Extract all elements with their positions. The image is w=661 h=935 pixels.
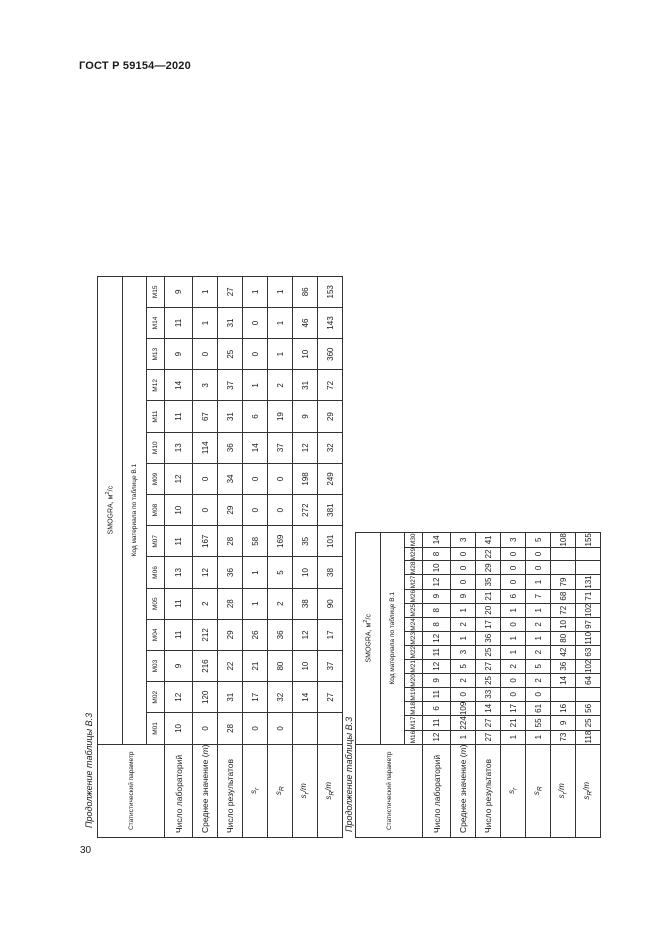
table1-cell: 11 <box>165 307 193 338</box>
table1-cell: 27 <box>218 276 243 307</box>
table1-cell: 11 <box>165 588 193 619</box>
table2-cell: 12 <box>423 659 451 674</box>
table1-code-m03: M03 <box>147 650 165 681</box>
table1-cell: 0 <box>193 339 218 370</box>
table2-cell: 27 <box>476 730 501 744</box>
table2-row-label: Число результатов <box>476 744 501 837</box>
table2-code-m18: M18 <box>405 701 423 716</box>
table2-cell: 131 <box>576 575 601 590</box>
table1-cell: 12 <box>293 619 318 650</box>
table2-cell: 25 <box>476 645 501 659</box>
table2-cell: 12 <box>423 631 451 645</box>
table1-cell: 1 <box>243 557 268 588</box>
document-header: ГОСТ Р 59154—2020 <box>79 60 191 72</box>
table-row <box>476 533 501 838</box>
table1-cell: 26 <box>243 619 268 650</box>
table1-cell: 0 <box>193 495 218 526</box>
table-row <box>423 533 451 838</box>
table1-code-m14: M14 <box>147 307 165 338</box>
table1-cell: 72 <box>318 370 343 401</box>
table1-cell: 22 <box>218 650 243 681</box>
table1-cell: 272 <box>293 495 318 526</box>
table1-cell: 31 <box>218 307 243 338</box>
table2-cell: 0 <box>501 618 526 632</box>
table1-unit-header: SMOGRA, $м^2/с$ <box>98 276 123 744</box>
table1-cell: 14 <box>243 432 268 463</box>
table1-cell: 31 <box>293 370 318 401</box>
table2-sub-header: Код материала по таблице В.1 <box>381 533 405 745</box>
table2-cell: 8 <box>423 618 451 632</box>
table1-cell: 36 <box>268 619 293 650</box>
table2-code-m25: M25 <box>405 603 423 618</box>
data-table-1 <box>97 276 343 838</box>
table2-cell: 1 <box>501 603 526 618</box>
table2-cell: 0 <box>451 575 476 590</box>
table2-cell: 79 <box>551 575 576 590</box>
table-row <box>165 276 193 837</box>
table2-row-label: $s_r$ <box>501 744 526 837</box>
table1-cell: 2 <box>193 588 218 619</box>
table2-cell: 0 <box>526 547 551 561</box>
table2-cell: 14 <box>476 701 501 716</box>
table1-cell <box>293 713 318 744</box>
table1-cell: 1 <box>268 307 293 338</box>
table1-cell <box>318 713 343 744</box>
table2-cell: 118 <box>576 730 601 744</box>
table2-cell: 1 <box>451 631 476 645</box>
table1-cell: 1 <box>193 276 218 307</box>
table1-cell: 27 <box>318 682 343 713</box>
table-row <box>501 533 526 838</box>
table1-cell: 12 <box>165 463 193 494</box>
table2-code-m20: M20 <box>405 674 423 688</box>
table1-cell: 153 <box>318 276 343 307</box>
table2-cell: 20 <box>476 603 501 618</box>
table1-cell: 10 <box>165 713 193 744</box>
table2-cell: 14 <box>551 674 576 688</box>
table2-cell <box>551 547 576 561</box>
table-row <box>193 276 218 837</box>
table2-cell: 2 <box>526 674 551 688</box>
table-row <box>551 533 576 838</box>
table2-cell: 109 <box>451 701 476 716</box>
table1-cell: 38 <box>293 588 318 619</box>
page-number: 30 <box>80 845 92 856</box>
table2-cell: 102 <box>576 659 601 674</box>
table1-cell: 28 <box>218 526 243 557</box>
table2-cell <box>576 687 601 701</box>
table1-cell: 3 <box>193 370 218 401</box>
table1-cell: 29 <box>218 495 243 526</box>
table2-cell: 1 <box>526 631 551 645</box>
table2-cell: 11 <box>423 716 451 731</box>
table2-cell: 21 <box>476 589 501 603</box>
table-row <box>318 276 343 837</box>
table2-code-m23: M23 <box>405 631 423 645</box>
table2-cell: 36 <box>551 659 576 674</box>
table1-cell: 35 <box>293 526 318 557</box>
table1-code-m08: M08 <box>147 495 165 526</box>
table1-cell: 120 <box>193 682 218 713</box>
table2-cell: 9 <box>423 674 451 688</box>
table1-code-m09: M09 <box>147 463 165 494</box>
table1-cell: 9 <box>165 276 193 307</box>
table-row <box>268 276 293 837</box>
table1-cell: 13 <box>165 432 193 463</box>
table1-cell: 0 <box>243 495 268 526</box>
table2-row-label: $s_R/m$ <box>576 744 601 837</box>
table1-cell: 0 <box>268 463 293 494</box>
table1-cell: 381 <box>318 495 343 526</box>
table2-cell <box>551 561 576 575</box>
table2-cell: 2 <box>501 659 526 674</box>
table2-cell: 27 <box>476 716 501 731</box>
table-2-wrapper <box>355 532 601 838</box>
table2-cell: 73 <box>551 730 576 744</box>
table2-code-m29: M29 <box>405 547 423 561</box>
table2-cell: 21 <box>501 716 526 731</box>
table1-cell: 9 <box>293 401 318 432</box>
table1-cell: 14 <box>165 370 193 401</box>
table2-cell: 12 <box>423 575 451 590</box>
table1-cell: 29 <box>218 619 243 650</box>
table1-cell: 0 <box>268 713 293 744</box>
table1-cell: 6 <box>243 401 268 432</box>
table2-stat-header: Статистический параметр <box>356 744 423 837</box>
table2-cell: 110 <box>576 631 601 645</box>
data-table-2 <box>355 532 601 838</box>
table2-cell: 29 <box>476 561 501 575</box>
table2-cell: 2 <box>526 645 551 659</box>
table1-cell: 14 <box>293 682 318 713</box>
table1-cell: 360 <box>318 339 343 370</box>
table2-cell: 41 <box>476 533 501 548</box>
table1-row-label: $s_r$ <box>243 744 268 837</box>
table1-cell: 10 <box>293 557 318 588</box>
table1-cell: 169 <box>268 526 293 557</box>
table1-cell: 36 <box>218 432 243 463</box>
table1-cell: 38 <box>318 557 343 588</box>
table1-cell: 29 <box>318 401 343 432</box>
table2-cell: 22 <box>476 547 501 561</box>
table2-cell <box>551 687 576 701</box>
table1-cell: 0 <box>193 463 218 494</box>
table2-cell <box>576 547 601 561</box>
table1-cell: 101 <box>318 526 343 557</box>
table-row <box>243 276 268 837</box>
table2-cell: 11 <box>423 687 451 701</box>
table1-cell: 1 <box>193 307 218 338</box>
table2-cell: 61 <box>526 701 551 716</box>
table1-cell: 2 <box>268 588 293 619</box>
table1-cell: 249 <box>318 463 343 494</box>
table1-row-label: $s_r/m$ <box>293 744 318 837</box>
table1-cell: 31 <box>218 401 243 432</box>
table2-cell: 0 <box>501 561 526 575</box>
table1-cell: 17 <box>318 619 343 650</box>
table1-cell: 5 <box>268 557 293 588</box>
table1-code-m02: M02 <box>147 682 165 713</box>
table2-cell: 1 <box>451 603 476 618</box>
table1-cell: 12 <box>293 432 318 463</box>
table2-cell: 6 <box>501 589 526 603</box>
table1-cell: 12 <box>165 682 193 713</box>
table1-cell: 1 <box>243 588 268 619</box>
table1-cell: 34 <box>218 463 243 494</box>
table1-cell: 0 <box>243 307 268 338</box>
table-row <box>526 533 551 838</box>
table2-code-m26: M26 <box>405 589 423 603</box>
table2-cell: 42 <box>551 645 576 659</box>
table2-cell: 80 <box>551 631 576 645</box>
table1-cell: 1 <box>243 370 268 401</box>
table1-cell: 11 <box>165 401 193 432</box>
table1-cell: 90 <box>318 588 343 619</box>
table1-cell: 86 <box>293 276 318 307</box>
table2-code-m27: M27 <box>405 575 423 590</box>
table2-cell: 1 <box>526 730 551 744</box>
table2-cell: 17 <box>476 618 501 632</box>
table2-cell: 5 <box>526 533 551 548</box>
table1-cell: 37 <box>318 650 343 681</box>
table1-stat-header: Статистический параметр <box>98 744 165 837</box>
table2-cell: 36 <box>476 631 501 645</box>
table1-cell: 0 <box>193 713 218 744</box>
table2-cell: 155 <box>576 533 601 548</box>
table-caption-1: Продолжение таблицы В.3 <box>84 712 94 828</box>
table1-cell: 37 <box>218 370 243 401</box>
table2-cell: 224 <box>451 716 476 731</box>
table2-cell: 108 <box>551 533 576 548</box>
table2-cell: 33 <box>476 687 501 701</box>
table1-code-m10: M10 <box>147 432 165 463</box>
table2-cell: 16 <box>551 701 576 716</box>
table2-cell: 1 <box>526 603 551 618</box>
table1-cell: 12 <box>193 557 218 588</box>
table1-cell: 143 <box>318 307 343 338</box>
table-row <box>218 276 243 837</box>
table2-cell: 17 <box>501 701 526 716</box>
table1-sub-header: Код материала по таблице В.1 <box>123 276 147 744</box>
table2-cell: 9 <box>423 589 451 603</box>
table1-cell: 2 <box>268 370 293 401</box>
table2-cell: 6 <box>423 701 451 716</box>
table1-cell: 46 <box>293 307 318 338</box>
table-row <box>576 533 601 838</box>
table1-cell: 32 <box>268 682 293 713</box>
table1-code-m01: M01 <box>147 713 165 744</box>
table2-cell: 64 <box>576 674 601 688</box>
table2-cell: 7 <box>526 589 551 603</box>
table1-cell: 19 <box>268 401 293 432</box>
table2-cell: 1 <box>501 631 526 645</box>
table1-code-m05: M05 <box>147 588 165 619</box>
table2-cell <box>576 561 601 575</box>
table1-cell: 9 <box>165 339 193 370</box>
table2-cell: 8 <box>423 547 451 561</box>
table2-cell: 1 <box>501 730 526 744</box>
table2-cell: 9 <box>451 589 476 603</box>
table1-cell: 25 <box>218 339 243 370</box>
table1-cell: 167 <box>193 526 218 557</box>
table1-cell: 0 <box>243 339 268 370</box>
table1-row-label: Число результатов <box>218 744 243 837</box>
table2-cell: 1 <box>526 575 551 590</box>
table2-cell: 3 <box>501 533 526 548</box>
table2-cell: 68 <box>551 589 576 603</box>
table2-row-label: $s_r/m$ <box>551 744 576 837</box>
table1-cell: 216 <box>193 650 218 681</box>
table1-cell: 10 <box>293 650 318 681</box>
table2-cell: 0 <box>451 547 476 561</box>
table1-cell: 80 <box>268 650 293 681</box>
table1-cell: 0 <box>268 495 293 526</box>
table2-code-m16: M16 <box>405 730 423 744</box>
table2-cell: 0 <box>451 687 476 701</box>
table1-cell: 114 <box>193 432 218 463</box>
table2-cell: 2 <box>526 618 551 632</box>
table2-cell: 2 <box>451 674 476 688</box>
table2-row-label: Число лабораторий <box>423 744 451 837</box>
table2-cell: 2 <box>451 618 476 632</box>
table2-cell: 56 <box>576 701 601 716</box>
table1-cell: 28 <box>218 588 243 619</box>
table1-code-m13: M13 <box>147 339 165 370</box>
table2-cell: 0 <box>501 547 526 561</box>
table-row <box>451 533 476 838</box>
table2-cell: 3 <box>451 645 476 659</box>
table2-cell: 55 <box>526 716 551 731</box>
table1-cell: 212 <box>193 619 218 650</box>
table1-cell: 58 <box>243 526 268 557</box>
table1-cell: 17 <box>243 682 268 713</box>
table2-cell: 14 <box>423 533 451 548</box>
table2-code-m21: M21 <box>405 659 423 674</box>
table2-cell: 5 <box>526 659 551 674</box>
table2-cell: 1 <box>501 645 526 659</box>
table2-cell: 0 <box>501 575 526 590</box>
table2-cell: 102 <box>576 603 601 618</box>
table1-row-label: Число лабораторий <box>165 744 193 837</box>
table2-cell: 25 <box>476 674 501 688</box>
table2-cell: 5 <box>451 659 476 674</box>
table1-row-label: $s_R$ <box>268 744 293 837</box>
table2-cell: 25 <box>576 716 601 731</box>
table1-cell: 0 <box>243 713 268 744</box>
table2-cell: 11 <box>423 645 451 659</box>
table1-code-m11: M11 <box>147 401 165 432</box>
table1-cell: 198 <box>293 463 318 494</box>
table1-cell: 67 <box>193 401 218 432</box>
table2-cell: 72 <box>551 603 576 618</box>
table-caption-2: Продолжение таблицы В.3 <box>344 716 354 832</box>
table2-cell: 10 <box>551 618 576 632</box>
table2-cell: 0 <box>526 561 551 575</box>
table2-code-m17: M17 <box>405 716 423 731</box>
table2-code-m19: M19 <box>405 687 423 701</box>
table2-cell: 0 <box>451 561 476 575</box>
table2-cell: 0 <box>501 687 526 701</box>
table1-cell: 21 <box>243 650 268 681</box>
table1-cell: 37 <box>268 432 293 463</box>
table1-cell: 31 <box>218 682 243 713</box>
table1-cell: 11 <box>165 619 193 650</box>
table2-cell: 0 <box>526 687 551 701</box>
table2-code-m28: M28 <box>405 561 423 575</box>
table2-row-label: Среднее значение (m) <box>451 744 476 837</box>
table2-unit-header: SMOGRA, $м^2/с$ <box>356 533 381 745</box>
table2-cell: 71 <box>576 589 601 603</box>
table2-cell: 63 <box>576 645 601 659</box>
table2-code-m30: M30 <box>405 533 423 548</box>
table1-cell: 1 <box>268 339 293 370</box>
table2-cell: 97 <box>576 618 601 632</box>
table1-code-m07: M07 <box>147 526 165 557</box>
table2-cell: 12 <box>423 730 451 744</box>
table1-cell: 28 <box>218 713 243 744</box>
table-row <box>293 276 318 837</box>
table1-cell: 0 <box>243 463 268 494</box>
table2-cell: 10 <box>423 561 451 575</box>
table2-cell: 35 <box>476 575 501 590</box>
table2-row-label: $s_R$ <box>526 744 551 837</box>
table1-row-label: Среднее значение (m) <box>193 744 218 837</box>
table2-cell: 27 <box>476 659 501 674</box>
table1-cell: 1 <box>268 276 293 307</box>
table1-code-m12: M12 <box>147 370 165 401</box>
table2-cell: 3 <box>451 533 476 548</box>
table2-cell: 8 <box>423 603 451 618</box>
table1-cell: 32 <box>318 432 343 463</box>
table1-code-m15: M15 <box>147 276 165 307</box>
table2-code-m22: M22 <box>405 645 423 659</box>
table2-cell: 0 <box>501 674 526 688</box>
table1-cell: 13 <box>165 557 193 588</box>
table2-cell: 9 <box>551 716 576 731</box>
table1-cell: 36 <box>218 557 243 588</box>
table1-row-label: $s_R/m$ <box>318 744 343 837</box>
table1-cell: 10 <box>293 339 318 370</box>
table1-cell: 11 <box>165 526 193 557</box>
table1-cell: 10 <box>165 495 193 526</box>
table2-cell: 1 <box>451 730 476 744</box>
table1-cell: 9 <box>165 650 193 681</box>
table-1-wrapper <box>97 276 343 838</box>
table1-cell: 1 <box>243 276 268 307</box>
table2-code-m24: M24 <box>405 618 423 632</box>
table1-code-m04: M04 <box>147 619 165 650</box>
table1-code-m06: M06 <box>147 557 165 588</box>
